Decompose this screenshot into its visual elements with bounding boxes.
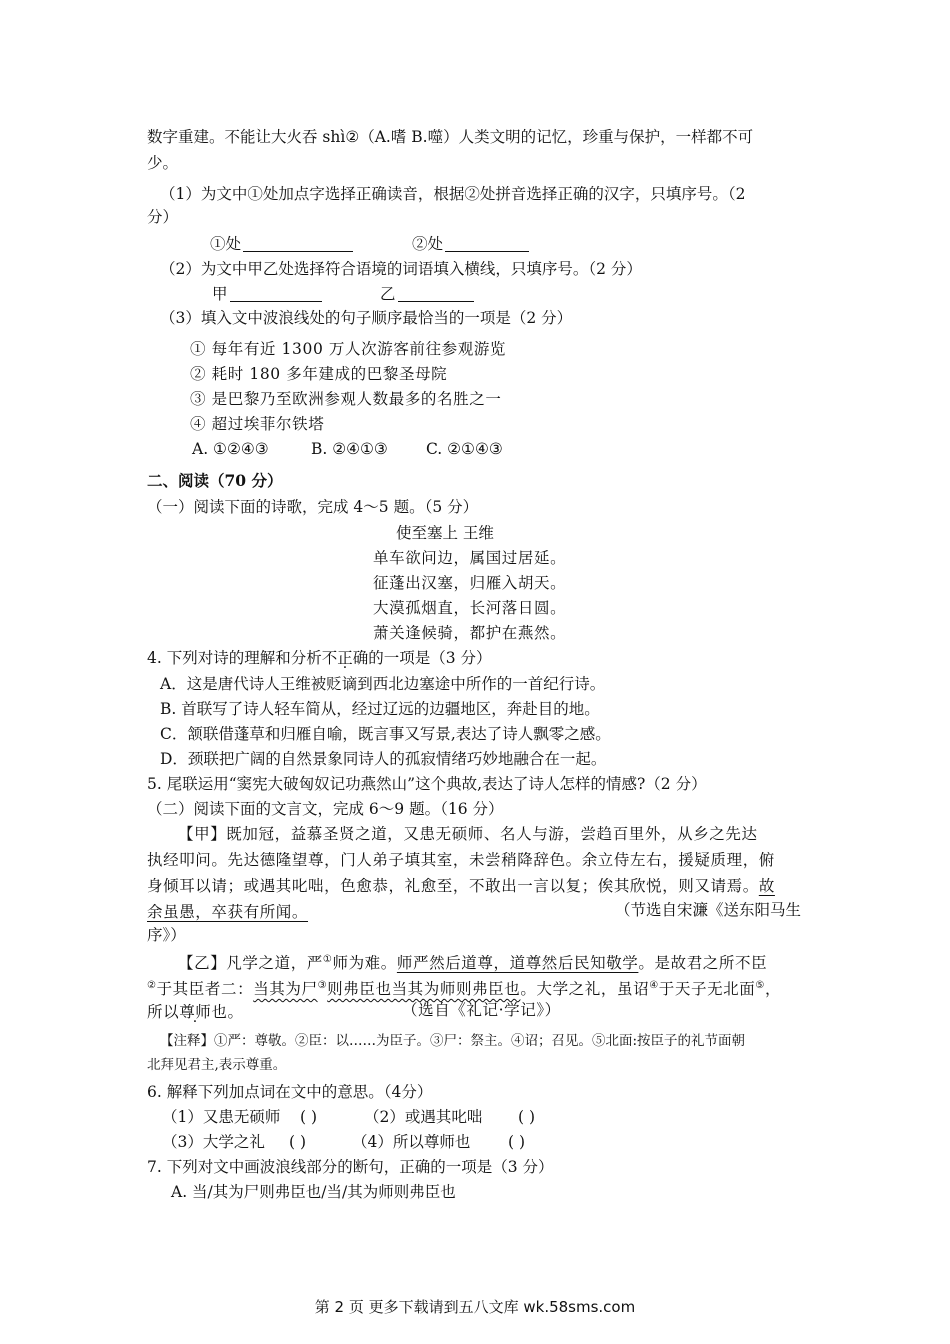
poem-title: 使至塞上 王维 [396,524,494,542]
annotation-line: 北拜见君主,表示尊重。 [147,1057,287,1073]
note-marker: ① [322,954,333,965]
passage-jia-source: （节选自宋濂《送东阳马生 [615,901,802,919]
underlined-text: 余虽愚，卒获有所闻。 [147,903,309,921]
passage-yi-line [147,1001,244,1023]
q6-item: （1）又患无硕师 [162,1108,281,1126]
passage-jia-source-tail: 序》） [147,926,186,944]
passage-text: 。是故君之所不臣 [638,954,768,973]
poem-line: 大漠孤烟直，长河落日圆。 [373,599,567,617]
q7-option-a: A. 当/其为尸则弗臣也/当/其为师则弗臣也 [171,1183,456,1201]
blank-1[interactable] [210,233,353,255]
passage-text: 于天子无北面 [658,980,756,999]
poem-line: 单车欲问边，属国过居延。 [373,549,567,567]
note-marker: ⑤ [755,980,765,991]
q4-option: A．这是唐代诗人王维被贬谪到西北边塞途中所作的一首纪行诗。 [160,675,606,693]
passage-jia-line: 执经叩问。先达德隆望尊，门人弟子填其室，未尝稍降辞色。余立侍左右，援疑质理，俯 [147,851,775,869]
page-footer: 第 2 页 更多下载请到五八文库 wk.58sms.com [314,1298,636,1316]
yi-label: 乙 [380,285,396,303]
answer-line [445,235,529,252]
passage-yi-source: （选自《礼记·学记》） [402,1001,561,1019]
underlined-text: 故 [758,877,775,895]
passage-text: 【乙】凡学之道，严 [178,954,323,973]
passage-text: 师为难。 [332,954,397,973]
q4-option: B. 首联写了诗人轻车简从，经过辽远的边疆地区，奔赴目的地。 [160,700,600,718]
q4-text: 4. 下列对诗的理解和分析 [147,649,322,667]
list-item: ③ 是巴黎乃至欧洲参观人数最多的名胜之一 [190,390,502,408]
blank-jia[interactable] [212,283,322,305]
answer-line [243,235,353,252]
q3-sub3: （3）填入文中波浪线处的句子顺序最恰当的一项是（2 分） [160,309,573,327]
jia-label: 甲 [212,285,228,303]
blank-1-label: ①处 [210,235,242,253]
q4-option: D．颈联把广阔的自然景象同诗人的孤寂情绪巧妙地融合在一起。 [160,750,607,768]
part1-intro: （一）阅读下面的诗歌，完成 4～5 题。（5 分） [147,498,479,516]
question-5: 5. 尾联运用“窦宪大破匈奴记功燕然山”这个典故,表达了诗人怎样的情感?（2 分） [147,775,707,793]
passage-jia-line: 【甲】既加冠，益慕圣贤之道，又患无硕师、名人与游，尝趋百里外，从乡之先达 [178,825,758,843]
passage-yi-line [178,949,767,974]
intro-line-1: 数字重建。不能让大火吞 shì②（A.嗜 B.噬）人类文明的记忆，珍重与保护，一样都不可 [147,128,754,146]
section-heading: 二、阅读（70 分） [147,471,283,490]
part2-intro: （二）阅读下面的文言文，完成 6～9 题。（16 分） [147,800,504,818]
blank-2-label: ②处 [412,235,444,253]
q6-blank[interactable]: ( ) [518,1108,536,1126]
passage-text: ， [764,980,782,999]
poem-line: 萧关逢候骑，都护在燕然。 [373,624,567,642]
passage-jia-line [147,875,775,897]
annotation-line: 【注释】①严：尊敬。②臣：以……为臣子。③尸：祭主。④诏；召见。⑤北面:按臣子的礼节面朝 [160,1033,746,1049]
list-item: ② 耗时 180 多年建成的巴黎圣母院 [190,365,448,383]
wavy-text: 则弗臣也当其为师则弗臣也 [327,980,521,999]
passage-text: 所以尊师也。 · [147,1003,244,1021]
passage-text: 于其臣者二： [156,980,254,999]
passage-yi-line [147,975,781,1000]
underlined-text: 师严然后道尊，道尊然后民知敬学 [396,954,639,973]
blank-2[interactable] [412,233,529,255]
question-4 [147,647,492,669]
q6-blank[interactable]: ( ) [300,1108,318,1126]
q6-item: （3）大学之礼 [162,1133,265,1151]
option-c: C. ②①④③ [426,440,503,458]
passage-text: 身倾耳以请；或遇其叱咄，色愈恭，礼愈至，不敢出一言以复；俟其欣悦，则又请焉。 [147,877,759,895]
q3-sub1-tail: 分） [147,208,179,226]
q6-blank[interactable]: ( ) [508,1133,526,1151]
note-marker: ④ [649,980,659,991]
answer-line [398,285,474,302]
intro-line-2: 少。 [147,154,179,172]
q3-sub2: （2）为文中甲乙处选择符合语境的词语填入横线，只填序号。（2 分） [160,260,642,278]
question-6: 6. 解释下列加点词在文中的意思。（4分） [147,1083,433,1101]
q4-points: 的一项是（3 分） [368,649,492,667]
note-marker: ③ [317,980,328,991]
q6-item: （4）所以尊师也 [352,1133,471,1151]
poem-line: 征蓬出汉塞，归雁入胡天。 [373,574,567,592]
q4-option: C．颔联借蓬草和归雁自喻，既言事又写景,表达了诗人飘零之感。 [160,725,611,743]
passage-text: 。大学之礼，虽诏 [520,980,650,999]
list-item: ① 每年有近 1300 万人次游客前往参观游览 [190,340,507,358]
answer-line [230,285,322,302]
blank-yi[interactable] [380,283,474,305]
q6-blank[interactable]: ( ) [289,1133,307,1151]
q4-emphasis: 不正确 [321,649,369,667]
q3-sub1: （1）为文中①处加点字选择正确读音，根据②处拼音选择正确的汉字，只填序号。（2 [160,185,746,203]
q6-item: （2）或遇其叱咄 [364,1108,483,1126]
option-b: B. ②④①③ [311,440,388,458]
question-7: 7. 下列对文中画波浪线部分的断句，正确的一项是（3 分） [147,1158,554,1176]
note-marker: ② [147,980,157,991]
wavy-text: 当其为尸 [253,980,318,999]
option-a: A. ①②④③ [192,440,269,458]
list-item: ④ 超过埃菲尔铁塔 [190,415,325,433]
passage-jia-line [147,901,308,923]
